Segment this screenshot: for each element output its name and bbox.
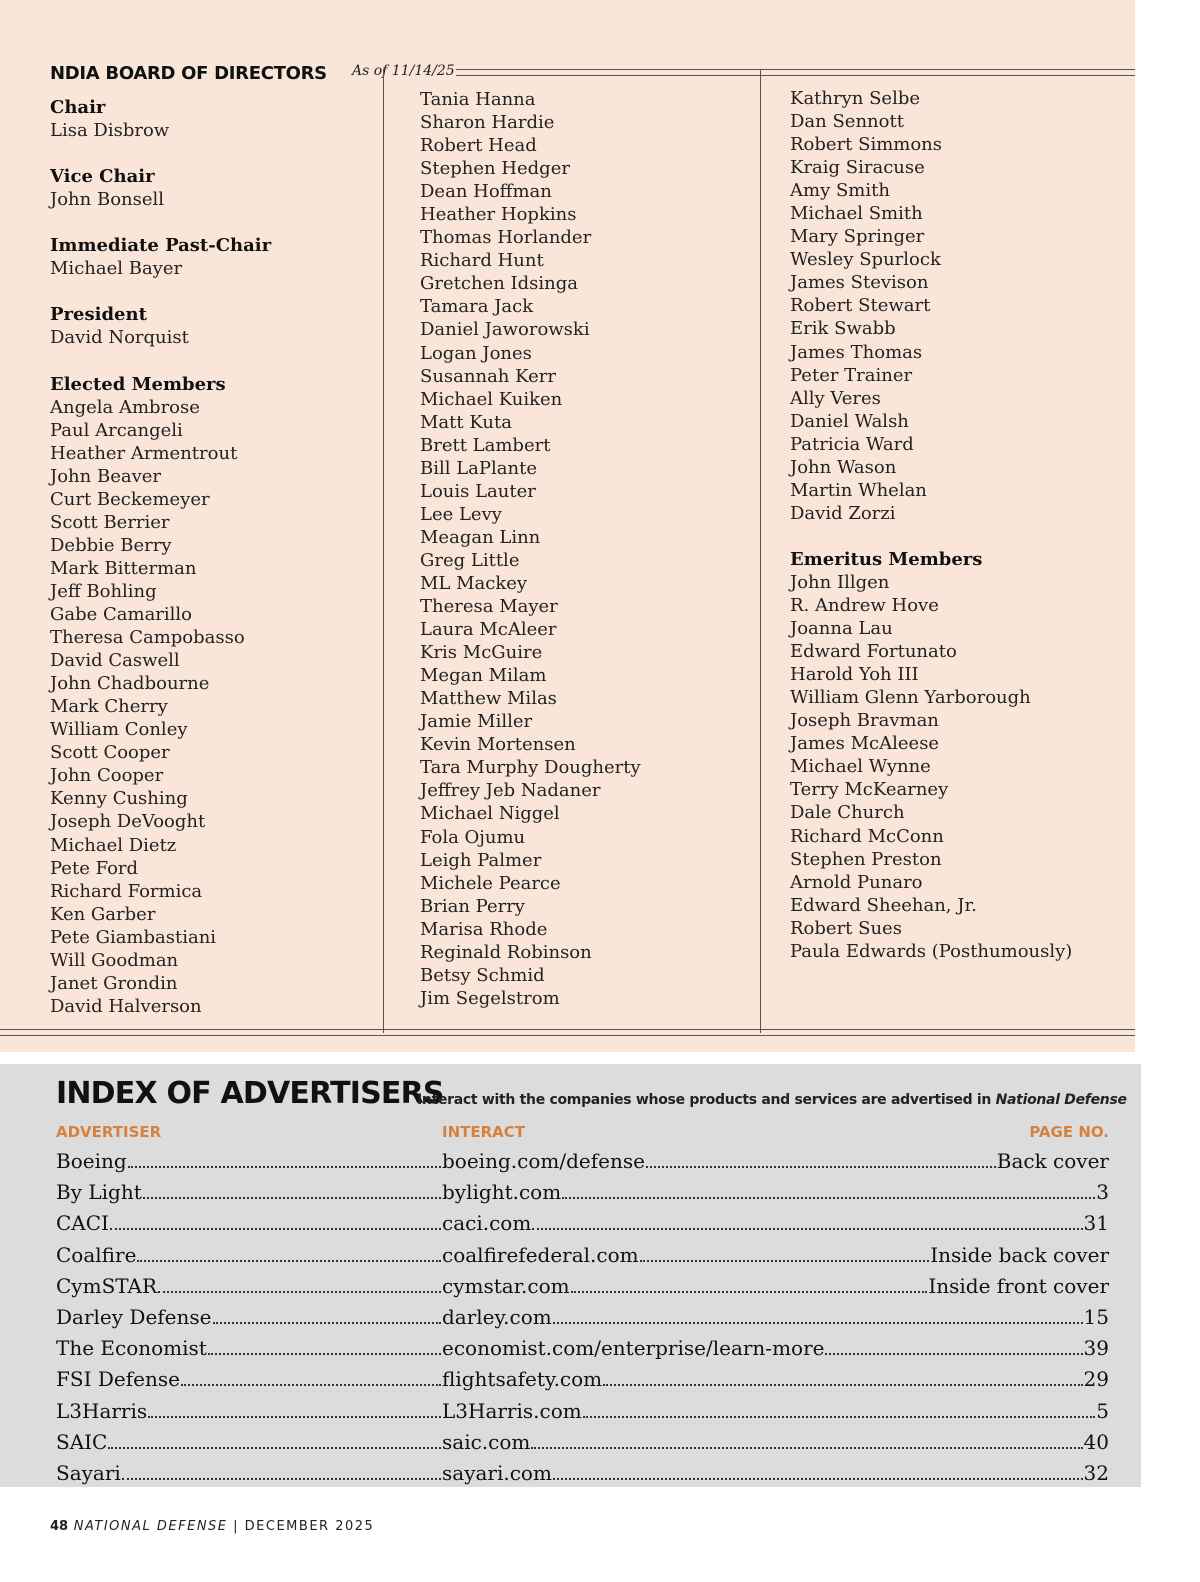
- page-reference: 15: [1083, 1305, 1109, 1329]
- role-heading: President: [50, 304, 147, 326]
- member-name: Janet Grondin: [50, 972, 178, 994]
- leader-dots: [553, 1459, 1083, 1480]
- leader-dots: [646, 1147, 996, 1168]
- advertiser-cell: [56, 1209, 442, 1237]
- emeritus-name: Terry McKearney: [790, 779, 949, 801]
- member-name: Leigh Palmer: [420, 849, 542, 871]
- advertiser-name: Sayari: [56, 1461, 121, 1485]
- leader-dots: [148, 1397, 441, 1418]
- member-name: Mary Springer: [790, 226, 925, 248]
- advertiser-name: SAIC: [56, 1429, 108, 1454]
- page-reference: 39: [1083, 1336, 1109, 1361]
- advertiser-name: CACI: [56, 1211, 109, 1236]
- member-name: Wesley Spurlock: [790, 249, 941, 271]
- page-reference: Back cover: [996, 1149, 1109, 1173]
- member-name: James Thomas: [790, 341, 923, 363]
- advertiser-row: [56, 1334, 1109, 1362]
- member-name: ML Mackey: [420, 572, 528, 594]
- page-reference: 40: [1083, 1429, 1109, 1454]
- page-footer: [50, 1519, 374, 1534]
- role-name: David Norquist: [50, 327, 189, 349]
- advertiser-row: [56, 1459, 1109, 1487]
- member-name: Kevin Mortensen: [420, 734, 576, 756]
- member-name: Pete Giambastiani: [50, 926, 217, 948]
- member-name: Kenny Cushing: [50, 788, 188, 810]
- emeritus-name: James McAleese: [790, 733, 940, 755]
- leader-dots: [213, 1303, 442, 1324]
- member-name: James Stevison: [790, 272, 929, 294]
- emeritus-name: Stephen Preston: [790, 848, 942, 870]
- advertiser-url[interactable]: caci.com: [442, 1211, 532, 1236]
- page-reference: 31: [1083, 1211, 1109, 1236]
- spacer: [50, 350, 271, 373]
- column-header-advertiser: ADVERTISER: [56, 1123, 162, 1141]
- leader-dots: [825, 1334, 1082, 1355]
- role-heading: Vice Chair: [50, 166, 155, 188]
- column-header-page: PAGE NO.: [1029, 1123, 1109, 1141]
- member-name: Kraig Siracuse: [790, 157, 925, 179]
- board-column-3: [790, 87, 1072, 963]
- member-name: Louis Lauter: [420, 480, 536, 502]
- board-column-2: [420, 88, 641, 1010]
- board-column-1: [50, 96, 271, 1018]
- page-reference: 29: [1083, 1367, 1109, 1392]
- emeritus-name: Dale Church: [790, 802, 905, 824]
- member-name: Matt Kuta: [420, 411, 512, 433]
- advertiser-cell: [56, 1303, 442, 1331]
- advertiser-cell: [56, 1147, 442, 1175]
- page-reference: 3: [1096, 1180, 1109, 1205]
- advertiser-cell: [56, 1334, 442, 1362]
- member-name: Richard Formica: [50, 880, 203, 902]
- advertiser-name: The Economist: [56, 1336, 207, 1361]
- member-name: Dean Hoffman: [420, 181, 552, 203]
- advertiser-row: [56, 1178, 1109, 1206]
- member-name: Michael Smith: [790, 203, 923, 225]
- member-name: Laura McAleer: [420, 619, 557, 641]
- member-name: David Caswell: [50, 650, 180, 672]
- issue-date: | DECEMBER 2025: [233, 1519, 375, 1534]
- advertiser-cell: [56, 1428, 442, 1456]
- advertiser-url[interactable]: saic.com: [442, 1429, 531, 1454]
- member-name: Robert Stewart: [790, 295, 931, 317]
- leader-dots: [553, 1303, 1083, 1324]
- leader-dots: [181, 1365, 441, 1386]
- role-heading: Chair: [50, 97, 106, 118]
- member-name: Thomas Horlander: [420, 227, 592, 249]
- member-name: John Beaver: [50, 465, 161, 487]
- member-name: Brett Lambert: [420, 434, 551, 456]
- leader-dots: [532, 1209, 1082, 1230]
- member-name: Tania Hanna: [420, 89, 536, 110]
- leader-dots: [571, 1272, 928, 1293]
- advertiser-row: [56, 1397, 1109, 1425]
- spacer: [50, 142, 271, 165]
- leader-dots: [208, 1334, 441, 1355]
- member-name: Dan Sennott: [790, 111, 904, 133]
- board-title: NDIA BOARD OF DIRECTORS: [50, 63, 327, 84]
- emeritus-members-heading: Emeritus Members: [790, 548, 983, 570]
- interact-cell: [442, 1303, 1109, 1331]
- member-name: Jamie Miller: [420, 711, 533, 733]
- leader-dots: [640, 1241, 930, 1262]
- index-title: INDEX OF ADVERTISERS: [56, 1076, 444, 1111]
- role-heading: Immediate Past-Chair: [50, 235, 272, 257]
- column-divider: [760, 69, 761, 1033]
- advertiser-name: Darley Defense: [56, 1305, 212, 1329]
- member-name: Robert Simmons: [790, 134, 943, 156]
- role-name: John Bonsell: [50, 189, 165, 211]
- member-name: Reginald Robinson: [420, 941, 592, 963]
- member-name: Joseph DeVooght: [50, 811, 206, 833]
- interact-cell: [442, 1178, 1109, 1206]
- advertiser-row: [56, 1209, 1109, 1237]
- interact-cell: [442, 1147, 1109, 1175]
- leader-dots: [562, 1178, 1095, 1199]
- member-name: Mark Bitterman: [50, 557, 197, 579]
- member-name: Michael Dietz: [50, 834, 177, 856]
- advertiser-row: [56, 1365, 1109, 1393]
- spacer: [50, 280, 271, 303]
- interact-cell: [442, 1459, 1109, 1487]
- member-name: Richard Hunt: [420, 250, 544, 272]
- member-name: Michael Kuiken: [420, 388, 563, 410]
- page-number: 48: [50, 1519, 69, 1534]
- member-name: Ally Veres: [790, 387, 881, 409]
- advertiser-cell: [56, 1397, 442, 1425]
- member-name: Peter Trainer: [790, 364, 913, 386]
- emeritus-name: Joseph Bravman: [790, 710, 939, 732]
- member-name: Robert Head: [420, 135, 537, 157]
- advertiser-url[interactable]: bylight.com: [442, 1180, 562, 1205]
- interact-cell: [442, 1209, 1109, 1237]
- member-name: Michele Pearce: [420, 872, 561, 894]
- member-name: Erik Swabb: [790, 318, 896, 340]
- member-name: Jeffrey Jeb Nadaner: [420, 780, 601, 802]
- emeritus-name: R. Andrew Hove: [790, 595, 939, 617]
- member-name: Debbie Berry: [50, 534, 172, 556]
- publication-name: NATIONAL DEFENSE: [73, 1519, 228, 1534]
- column-header-interact: INTERACT: [442, 1123, 526, 1141]
- leader-dots: [110, 1209, 441, 1230]
- member-name: Brian Perry: [420, 895, 525, 917]
- page-reference: 5: [1096, 1398, 1109, 1423]
- advertiser-url[interactable]: cymstar.com: [442, 1273, 570, 1298]
- leader-dots: [108, 1428, 441, 1449]
- advertiser-row: [56, 1147, 1109, 1175]
- member-name: Betsy Schmid: [420, 964, 545, 986]
- leader-dots: [603, 1365, 1082, 1386]
- advertiser-cell: [56, 1272, 442, 1300]
- member-name: Matthew Milas: [420, 688, 557, 710]
- member-name: Stephen Hedger: [420, 158, 570, 180]
- advertiser-row: [56, 1303, 1109, 1331]
- interact-cell: [442, 1334, 1109, 1362]
- member-name: Megan Milam: [420, 665, 547, 687]
- leader-dots: [128, 1147, 441, 1168]
- page-reference: Inside front cover: [928, 1273, 1109, 1298]
- spacer: [790, 525, 1072, 548]
- advertiser-url[interactable]: economist.com/enterprise/learn-more: [442, 1336, 825, 1361]
- leader-dots: [158, 1272, 441, 1293]
- member-name: Michael Niggel: [420, 803, 560, 825]
- emeritus-name: John Illgen: [790, 571, 890, 593]
- bottom-rule: [0, 1029, 1135, 1036]
- member-name: Kathryn Selbe: [790, 88, 921, 109]
- member-name: Sharon Hardie: [420, 112, 555, 134]
- advertiser-url[interactable]: darley.com: [442, 1305, 552, 1329]
- member-name: Tamara Jack: [420, 296, 534, 318]
- member-name: Marisa Rhode: [420, 918, 548, 940]
- member-name: Theresa Campobasso: [50, 627, 245, 649]
- advertiser-row: [56, 1241, 1109, 1269]
- index-subtitle-publication: National Defense: [995, 1092, 1127, 1108]
- leader-dots: [531, 1428, 1082, 1449]
- advertiser-cell: [56, 1178, 442, 1206]
- member-name: John Cooper: [50, 765, 164, 787]
- member-name: Curt Beckemeyer: [50, 488, 210, 510]
- column-divider: [383, 69, 384, 1033]
- page-reference: 32: [1083, 1461, 1109, 1485]
- member-name: Susannah Kerr: [420, 365, 556, 387]
- member-name: Jim Segelstrom: [420, 987, 560, 1009]
- emeritus-name: William Glenn Yarborough: [790, 687, 1031, 709]
- member-name: John Wason: [790, 456, 897, 478]
- leader-dots: [137, 1241, 441, 1262]
- emeritus-name: Richard McConn: [790, 825, 944, 847]
- interact-cell: [442, 1428, 1109, 1456]
- advertiser-cell: [56, 1459, 442, 1487]
- index-subtitle: [417, 1092, 1127, 1108]
- member-name: Tara Murphy Dougherty: [420, 757, 641, 779]
- advertiser-name: Coalfire: [56, 1242, 137, 1267]
- member-name: Logan Jones: [420, 342, 532, 364]
- emeritus-name: Harold Yoh III: [790, 664, 919, 686]
- member-name: Meagan Linn: [420, 526, 541, 548]
- advertiser-url[interactable]: sayari.com: [442, 1461, 552, 1485]
- header-rule: [456, 69, 1135, 76]
- emeritus-name: Paula Edwards (Posthumously): [790, 940, 1073, 962]
- member-name: Gabe Camarillo: [50, 604, 193, 626]
- member-name: Lee Levy: [420, 503, 502, 525]
- member-name: Pete Ford: [50, 857, 139, 879]
- member-name: David Halverson: [50, 995, 202, 1017]
- advertiser-url[interactable]: coalfirefederal.com: [442, 1242, 639, 1267]
- emeritus-name: Robert Sues: [790, 917, 902, 939]
- role-name: Lisa Disbrow: [50, 120, 170, 142]
- member-name: Heather Hopkins: [420, 204, 577, 226]
- member-name: Gretchen Idsinga: [420, 273, 578, 295]
- advertiser-name: L3Harris: [56, 1398, 148, 1423]
- emeritus-name: Arnold Punaro: [790, 871, 923, 893]
- leader-dots: [122, 1459, 441, 1480]
- emeritus-name: Joanna Lau: [790, 618, 893, 640]
- advertiser-name: By Light: [56, 1180, 142, 1205]
- member-name: Scott Cooper: [50, 742, 170, 764]
- interact-cell: [442, 1272, 1109, 1300]
- member-name: Paul Arcangeli: [50, 419, 183, 441]
- member-name: Ken Garber: [50, 903, 156, 925]
- member-name: David Zorzi: [790, 502, 896, 524]
- advertiser-url[interactable]: flightsafety.com: [442, 1367, 603, 1392]
- advertiser-name: CymSTAR: [56, 1273, 158, 1298]
- member-name: Mark Cherry: [50, 696, 168, 718]
- spacer: [50, 211, 271, 234]
- as-of-date: As of 11/14/25: [352, 63, 455, 79]
- advertiser-name: FSI Defense: [56, 1367, 180, 1392]
- member-name: Bill LaPlante: [420, 457, 537, 479]
- advertiser-row: [56, 1272, 1109, 1300]
- interact-cell: [442, 1365, 1109, 1393]
- member-name: Angela Ambrose: [50, 396, 200, 418]
- advertiser-url[interactable]: boeing.com/defense: [442, 1149, 645, 1173]
- interact-cell: [442, 1397, 1109, 1425]
- member-name: Daniel Walsh: [790, 410, 909, 432]
- member-name: Theresa Mayer: [420, 596, 558, 618]
- member-name: Scott Berrier: [50, 511, 170, 533]
- emeritus-name: Edward Fortunato: [790, 641, 957, 663]
- leader-dots: [583, 1397, 1096, 1418]
- role-name: Michael Bayer: [50, 258, 183, 280]
- member-name: Kris McGuire: [420, 642, 543, 664]
- index-subtitle-text: Interact with the companies whose products and services are advertised in: [417, 1092, 992, 1108]
- member-name: Daniel Jaworowski: [420, 319, 590, 341]
- member-name: Fola Ojumu: [420, 826, 526, 848]
- member-name: Amy Smith: [790, 180, 890, 202]
- member-name: Greg Little: [420, 549, 520, 571]
- advertiser-row: [56, 1428, 1109, 1456]
- member-name: Martin Whelan: [790, 479, 927, 501]
- member-name: Patricia Ward: [790, 433, 914, 455]
- advertiser-cell: [56, 1241, 442, 1269]
- page-reference: Inside back cover: [930, 1242, 1109, 1267]
- member-name: Jeff Bohling: [50, 580, 157, 602]
- interact-cell: [442, 1241, 1109, 1269]
- emeritus-name: Michael Wynne: [790, 756, 931, 778]
- advertiser-url[interactable]: L3Harris.com: [442, 1398, 582, 1423]
- leader-dots: [143, 1178, 441, 1199]
- member-name: John Chadbourne: [50, 673, 210, 695]
- emeritus-name: Edward Sheehan, Jr.: [790, 894, 977, 916]
- elected-members-heading: Elected Members: [50, 373, 226, 395]
- member-name: William Conley: [50, 719, 188, 741]
- member-name: Heather Armentrout: [50, 442, 238, 464]
- advertiser-name: Boeing: [56, 1149, 127, 1173]
- advertiser-cell: [56, 1365, 442, 1393]
- member-name: Will Goodman: [50, 949, 179, 971]
